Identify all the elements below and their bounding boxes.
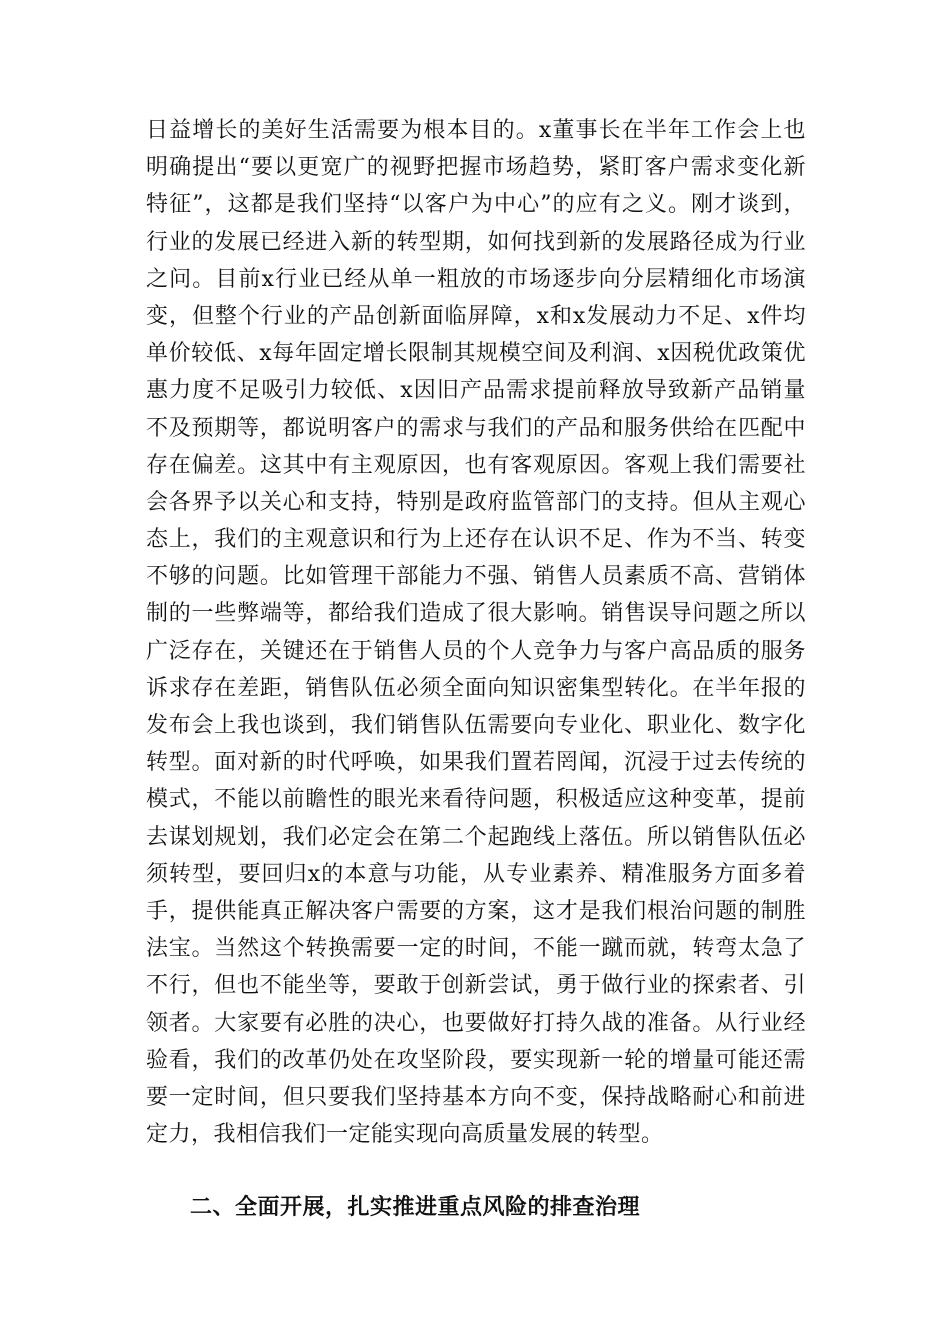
paragraph-line: 单价较低、x每年固定增长限制其规模空间及利润、x因税优政策优 [146, 341, 806, 367]
paragraph-line: 诉求存在差距，销售队伍必须全面向知识密集型转化。在半年报的 [146, 675, 806, 701]
paragraph-line: 须转型，要回归x的本意与功能，从专业素养、精准服务方面多着 [146, 861, 806, 887]
paragraph-line: 明确提出“要以更宽广的视野把握市场趋势，紧盯客户需求变化新 [146, 155, 806, 181]
paragraph-line: 惠力度不足吸引力较低、x因旧产品需求提前释放导致新产品销量 [146, 378, 806, 404]
paragraph-line: 法宝。当然这个转换需要一定的时间，不能一蹴而就，转弯太急了 [146, 936, 806, 962]
paragraph-line: 领者。大家要有必胜的决心，也要做好打持久战的准备。从行业经 [146, 1010, 806, 1036]
paragraph-line: 转型。面对新的时代呼唤，如果我们置若罔闻，沉浸于过去传统的 [146, 750, 806, 776]
paragraph-line: 手，提供能真正解决客户需要的方案，这才是我们根治问题的制胜 [146, 898, 806, 924]
paragraph-line: 变，但整个行业的产品创新面临屏障，x和x发展动力不足、x件均 [146, 303, 806, 329]
paragraph-line: 去谋划规划，我们必定会在第二个起跑线上落伍。所以销售队伍必 [146, 824, 806, 850]
paragraph-line: 广泛存在，关键还在于销售人员的个人竞争力与客户高品质的服务 [146, 638, 806, 664]
paragraph-line: 态上，我们的主观意识和行为上还存在认识不足、作为不当、转变 [146, 527, 806, 553]
paragraph-line: 日益增长的美好生活需要为根本目的。x董事长在半年工作会上也 [146, 118, 806, 143]
paragraph-line: 不行，但也不能坐等，要敢于创新尝试，勇于做行业的探索者、引 [146, 973, 806, 999]
paragraph-line: 存在偏差。这其中有主观原因，也有客观原因。客观上我们需要社 [146, 452, 806, 478]
paragraph-line: 发布会上我也谈到，我们销售队伍需要向专业化、职业化、数字化 [146, 713, 806, 738]
body-paragraph [146, 112, 806, 1153]
paragraph-line: 定力，我相信我们一定能实现向高质量发展的转型。 [146, 1122, 664, 1148]
paragraph-line: 不够的问题。比如管理干部能力不强、销售人员素质不高、营销体 [146, 564, 806, 590]
paragraph-line: 制的一些弊端等，都给我们造成了很大影响。销售误导问题之所以 [146, 601, 806, 627]
paragraph-line: 特征”，这都是我们坚持“以客户为中心”的应有之义。刚才谈到， [146, 192, 806, 218]
paragraph-line: 会各界予以关心和支持，特别是政府监管部门的支持。但从主观心 [146, 489, 806, 515]
paragraph-line: 之问。目前x行业已经从单一粗放的市场逐步向分层精细化市场演 [146, 266, 806, 292]
paragraph-line: 不及预期等，都说明客户的需求与我们的产品和服务供给在匹配中 [146, 415, 806, 441]
section-heading: 二、全面开展，扎实推进重点风险的排查治理 [190, 1194, 641, 1220]
paragraph-line: 行业的发展已经进入新的转型期，如何找到新的发展路径成为行业 [146, 229, 806, 255]
paragraph-line: 要一定时间，但只要我们坚持基本方向不变，保持战略耐心和前进 [146, 1084, 806, 1110]
paragraph-line: 验看，我们的改革仍处在攻坚阶段，要实现新一轮的增量可能还需 [146, 1047, 806, 1073]
paragraph-line: 模式，不能以前瞻性的眼光来看待问题，积极适应这种变革，提前 [146, 787, 806, 813]
